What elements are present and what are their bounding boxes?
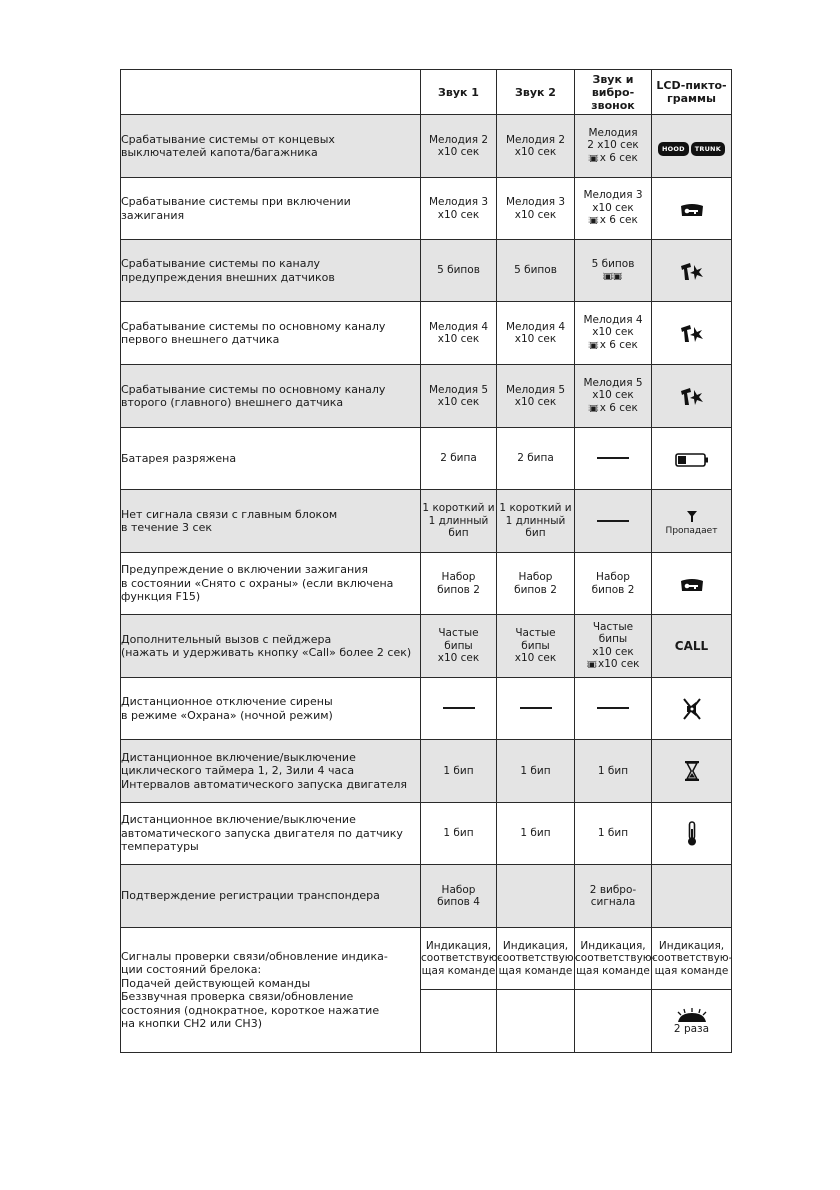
sound1-cell: Мелодия 4 x10 сек: [421, 302, 497, 365]
row-description: Срабатывание системы от концевых выключателей капота/багажника: [121, 115, 421, 178]
call-label: CALL: [652, 615, 732, 678]
table-row: [121, 115, 732, 178]
sound1-cell: Мелодия 2 x10 сек: [421, 115, 497, 178]
none-dash: [520, 707, 552, 709]
sound2-cell: Индикация, соответствую- щая команде: [497, 928, 575, 990]
none-dash: [597, 457, 629, 459]
row-description: Срабатывание системы по каналу предупреждения внешних датчиков: [121, 240, 421, 302]
row-description: Батарея разряжена: [121, 428, 421, 490]
lcd-cell: [652, 365, 732, 428]
header-sound2: Звук 2: [497, 70, 575, 115]
sound2-cell: [497, 865, 575, 928]
none-dash: [443, 707, 475, 709]
header-blank: [121, 70, 421, 115]
vibro-cell: Индикация, соответствую- щая команде: [575, 928, 652, 990]
header-vibro: Звук и вибро- звонок: [575, 70, 652, 115]
table-row: [121, 678, 732, 740]
row-description: Срабатывание системы по основному каналу первого внешнего датчика: [121, 302, 421, 365]
sound1-cell: Мелодия 5 x10 сек: [421, 365, 497, 428]
hourglass-icon: [684, 760, 700, 782]
sound1-cell: 5 бипов: [421, 240, 497, 302]
sound1-cell: 1 короткий и 1 длинный бип: [421, 490, 497, 553]
table-row: [121, 928, 732, 990]
sound1-cell: [421, 678, 497, 740]
vibro-cell: Мелодия 4 x10 сек ⦙▣⦙ x 6 сек: [575, 302, 652, 365]
vibro-cell: 5 бипов ⦙▣⦙⦙▣⦙: [575, 240, 652, 302]
header-row: [121, 70, 732, 115]
sound1-cell: Частые бипы x10 сек: [421, 615, 497, 678]
ignition-key-icon: [679, 578, 705, 592]
sound2-cell: 1 бип: [497, 740, 575, 803]
lcd-cell: [652, 490, 732, 553]
row-description: Дистанционное отключение сирены в режиме «Охрана» (ночной режим): [121, 678, 421, 740]
antenna-icon: [686, 510, 698, 523]
vibro-cell: Мелодия 5 x10 сек ⦙▣⦙ x 6 сек: [575, 365, 652, 428]
vibration-icon: ⦙▣⦙: [588, 216, 598, 227]
sound1-cell: 1 бип: [421, 803, 497, 865]
lcd-cell: Индикация, соответствую- щая команде: [652, 928, 732, 990]
table-row: [121, 240, 732, 302]
vibro-cell: [575, 678, 652, 740]
vibro-cell: Мелодия 2 x10 сек ⦙▣⦙ x 6 сек: [575, 115, 652, 178]
lcd-cell: [652, 115, 732, 178]
vibration-icon: ⦙▣⦙: [588, 340, 598, 351]
vibration-icon: ⦙▣⦙: [588, 153, 598, 164]
row-description: Предупреждение о включении зажигания в состоянии «Снято с охраны» (если включена функция F15): [121, 553, 421, 615]
vibro-cell: 2 вибро- сигнала: [575, 865, 652, 928]
lcd-cell: [652, 240, 732, 302]
sound1-cell: Набор бипов 4: [421, 865, 497, 928]
sound2-cell: 2 бипа: [497, 428, 575, 490]
sound1-cell: Индикация, соответствую- щая команде: [421, 928, 497, 990]
row-description: Дополнительный вызов с пейджера (нажать и удерживать кнопку «Call» более 2 сек): [121, 615, 421, 678]
lcd-cell: [652, 302, 732, 365]
sound1-cell: Набор бипов 2: [421, 553, 497, 615]
sound1-cell: 2 бипа: [421, 428, 497, 490]
hammer-shock-icon: [679, 323, 705, 343]
none-dash: [597, 707, 629, 709]
sound2-cell: [497, 990, 575, 1053]
sound2-cell: Частые бипы x10 сек: [497, 615, 575, 678]
vibro-cell: Набор бипов 2: [575, 553, 652, 615]
lcd-cell: [652, 803, 732, 865]
vibration-icon: ⦙▣⦙⦙▣⦙: [602, 272, 622, 282]
lcd-cell: [652, 553, 732, 615]
row-description: Дистанционное включение/выключение циклического таймера 1, 2, 3или 4 часа Интервалов автоматического запуска двигателя: [121, 740, 421, 803]
sound2-cell: 1 бип: [497, 803, 575, 865]
header-lcd: LCD-пикто- граммы: [652, 70, 732, 115]
row-description: Подтверждение регистрации транспондера: [121, 865, 421, 928]
sound2-cell: Мелодия 5 x10 сек: [497, 365, 575, 428]
trunk-icon: TRUNK: [691, 142, 725, 156]
sound2-cell: [497, 678, 575, 740]
thermometer-icon: [686, 821, 698, 847]
vibro-cell: [575, 490, 652, 553]
table-row: [121, 615, 732, 678]
row-description: Срабатывание системы при включении зажигания: [121, 178, 421, 240]
row-description: Сигналы проверки связи/обновление индика- ции состояний брелока: Подачей действующей команды Беззвучная проверка связи/обновление состояния (однократное, короткое нажатие на кнопки CH2 или CH3): [121, 928, 421, 1053]
sound2-cell: Мелодия 4 x10 сек: [497, 302, 575, 365]
vibro-cell: Частые бипы x10 сек ⦙▣⦙ x10 сек: [575, 615, 652, 678]
sound1-cell: [421, 990, 497, 1053]
table-row: [121, 365, 732, 428]
vibro-cell: 1 бип: [575, 740, 652, 803]
hood-icon: HOOD: [658, 142, 689, 156]
lcd-cell: [652, 865, 732, 928]
hammer-shock-icon: [679, 386, 705, 406]
lcd-cell: [652, 678, 732, 740]
lcd-cell: [652, 428, 732, 490]
table-row: [121, 803, 732, 865]
battery-low-icon: [675, 453, 709, 467]
table-row: [121, 553, 732, 615]
table-row: [121, 865, 732, 928]
vibro-cell: [575, 990, 652, 1053]
sound1-cell: 1 бип: [421, 740, 497, 803]
hammer-shock-icon: [679, 261, 705, 281]
table-row: [121, 490, 732, 553]
signal-lost-label: Пропадает: [665, 526, 718, 536]
sound2-cell: Набор бипов 2: [497, 553, 575, 615]
table-row: [121, 302, 732, 365]
row-description: Дистанционное включение/выключение автоматического запуска двигателя по датчику температуры: [121, 803, 421, 865]
table-row: [121, 740, 732, 803]
sound2-cell: Мелодия 2 x10 сек: [497, 115, 575, 178]
row-description: Нет сигнала связи с главным блоком в течение 3 сек: [121, 490, 421, 553]
header-sound1: Звук 1: [421, 70, 497, 115]
car-blink-icon: [674, 1007, 710, 1023]
ignition-key-icon: [679, 203, 705, 217]
lcd-cell: [652, 178, 732, 240]
vibration-icon: ⦙▣⦙: [586, 660, 597, 670]
vibration-icon: ⦙▣⦙: [588, 403, 598, 414]
vibro-cell: Мелодия 3 x10 сек ⦙▣⦙ x 6 сек: [575, 178, 652, 240]
vibro-cell: 1 бип: [575, 803, 652, 865]
table-row: [121, 428, 732, 490]
sound2-cell: Мелодия 3 x10 сек: [497, 178, 575, 240]
signals-table: [120, 69, 732, 1053]
none-dash: [597, 520, 629, 522]
siren-off-icon: [681, 697, 703, 721]
lcd-cell: [652, 990, 732, 1053]
vibro-cell: [575, 428, 652, 490]
sound2-cell: 5 бипов: [497, 240, 575, 302]
row-description: Срабатывание системы по основному каналу второго (главного) внешнего датчика: [121, 365, 421, 428]
table-row: [121, 178, 732, 240]
lcd-cell: [652, 740, 732, 803]
sound2-cell: 1 короткий и 1 длинный бип: [497, 490, 575, 553]
twice-label: 2 раза: [673, 1022, 710, 1035]
sound1-cell: Мелодия 3 x10 сек: [421, 178, 497, 240]
